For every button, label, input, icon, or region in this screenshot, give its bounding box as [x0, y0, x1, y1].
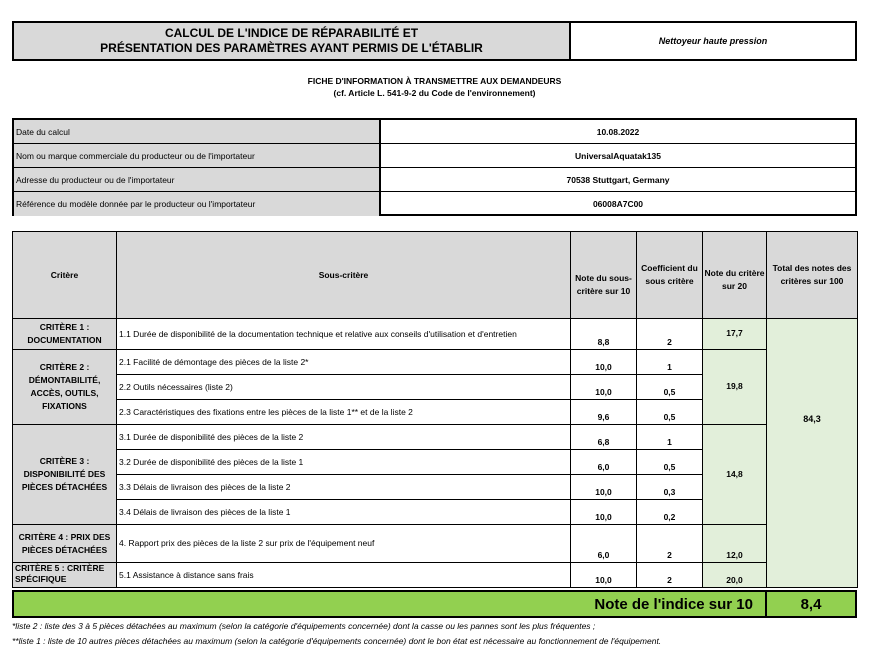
- info-row-reference: [14, 192, 855, 216]
- info-value: 70538 Stuttgart, Germany: [566, 174, 670, 185]
- subcriterion-note: 6,0: [571, 450, 637, 475]
- document-title: [12, 21, 570, 61]
- info-label: Date du calcul: [14, 120, 381, 143]
- subcriterion-coef: 2: [637, 525, 703, 563]
- subcriterion-label: 3.3 Délais de livraison des pièces de la liste 2: [117, 475, 571, 500]
- final-score-bar: [12, 590, 857, 618]
- subcriterion-label: 2.1 Facilité de démontage des pièces de la liste 2*: [117, 350, 571, 375]
- header-criterion: Critère: [13, 232, 117, 319]
- info-value: 10.08.2022: [596, 126, 640, 137]
- subcriterion-label: 3.2 Durée de disponibilité des pièces de la liste 1: [117, 450, 571, 475]
- table-header-row: [13, 232, 858, 319]
- footnote-1: *liste 2 : liste des 3 à 5 pièces détachées au maximum (selon la catégorie d'équipements concernée) dont la casse ou les pannes sont les plus fréquentes ;: [12, 621, 596, 631]
- subcriterion-coef: 1: [637, 425, 703, 450]
- info-value: 06008A7C00: [592, 199, 644, 209]
- criterion-3-name: CRITÈRE 3 : DISPONIBILITÉ DES PIÈCES DÉTACHÉES: [13, 425, 117, 525]
- info-table: [12, 118, 857, 216]
- info-label: Nom ou marque commerciale du producteur ou de l'importateur: [14, 144, 381, 167]
- subtitle: [12, 75, 857, 99]
- total-score: 84,3: [767, 319, 858, 588]
- subcriterion-label: 3.4 Délais de livraison des pièces de la liste 1: [117, 500, 571, 525]
- info-row-brand: [14, 144, 855, 168]
- table-row: [13, 525, 858, 563]
- title-line-1: CALCUL DE L'INDICE DE RÉPARABILITÉ ET: [164, 26, 419, 40]
- criterion-4-score: 12,0: [703, 525, 767, 563]
- subcriterion-label: 2.2 Outils nécessaires (liste 2): [117, 375, 571, 400]
- criterion-4-name: CRITÈRE 4 : PRIX DES PIÈCES DÉTACHÉES: [13, 525, 117, 563]
- subcriterion-note: 10,0: [571, 563, 637, 588]
- subcriterion-label: 1.1 Durée de disponibilité de la documentation technique et relative aux conseils d'utilisation et d'entretien: [117, 319, 571, 350]
- header-subcriterion: Sous-critère: [117, 232, 571, 319]
- subcriterion-coef: 2: [637, 563, 703, 588]
- info-row-date: [14, 120, 855, 144]
- subcriterion-coef: 0,2: [637, 500, 703, 525]
- subcriterion-label: 2.3 Caractéristiques des fixations entre les pièces de la liste 1** et de la liste 2: [117, 400, 571, 425]
- info-label: Adresse du producteur ou de l'importateur: [14, 168, 381, 191]
- final-score-label: Note de l'indice sur 10: [14, 592, 767, 616]
- criterion-2-score: 19,8: [703, 350, 767, 425]
- criterion-3-score: 14,8: [703, 425, 767, 525]
- table-row: [13, 319, 858, 350]
- subcriterion-coef: 0,5: [637, 450, 703, 475]
- footnote-2: **liste 1 : liste de 10 autres pièces détachées au maximum (selon la catégorie d'équipements concernée) dont le bon état est nécessaire au fonctionnement de l'équipement.: [12, 636, 662, 646]
- subcriterion-note: 6,0: [571, 525, 637, 563]
- subcriterion-note: 9,6: [571, 400, 637, 425]
- header-note-criterion: Note du critère sur 20: [703, 232, 767, 319]
- header-coefficient: Coefficient du sous critère: [637, 232, 703, 319]
- info-value: UniversalAquatak135: [575, 150, 661, 161]
- subcriterion-coef: 1: [637, 350, 703, 375]
- criterion-5-score: 20,0: [703, 563, 767, 588]
- subcriterion-coef: 0,3: [637, 475, 703, 500]
- product-type: Nettoyeur haute pression: [570, 21, 857, 61]
- subcriterion-note: 8,8: [571, 319, 637, 350]
- header-total: Total des notes des critères sur 100: [767, 232, 858, 319]
- subtitle-line-2: (cf. Article L. 541-9-2 du Code de l'environnement): [333, 88, 536, 98]
- title-line-2: PRÉSENTATION DES PARAMÈTRES AYANT PERMIS DE L'ÉTABLIR: [100, 41, 483, 55]
- subcriterion-coef: 0,5: [637, 375, 703, 400]
- subcriterion-label: 4. Rapport prix des pièces de la liste 2 sur prix de l'équipement neuf: [117, 525, 571, 563]
- subcriterion-coef: 2: [637, 319, 703, 350]
- table-row: [13, 563, 858, 588]
- criterion-1-score: 17,7: [703, 319, 767, 350]
- subcriterion-coef: 0,5: [637, 400, 703, 425]
- table-row: [13, 425, 858, 450]
- subcriterion-note: 10,0: [571, 375, 637, 400]
- table-row: [13, 350, 858, 375]
- criterion-1-name: CRITÈRE 1 : DOCUMENTATION: [13, 319, 117, 350]
- subcriterion-note: 6,8: [571, 425, 637, 450]
- subcriterion-note: 10,0: [571, 500, 637, 525]
- subcriterion-label: 5.1 Assistance à distance sans frais: [117, 563, 571, 588]
- header-note-sub: Note du sous-critère sur 10: [571, 232, 637, 319]
- subcriterion-label: 3.1 Durée de disponibilité des pièces de la liste 2: [117, 425, 571, 450]
- subcriterion-note: 10,0: [571, 475, 637, 500]
- subtitle-line-1: FICHE D'INFORMATION À TRANSMETTRE AUX DEMANDEURS: [307, 76, 562, 86]
- subcriterion-note: 10,0: [571, 350, 637, 375]
- criteria-table: [12, 231, 858, 588]
- info-row-address: [14, 168, 855, 192]
- criterion-2-name: CRITÈRE 2 : DÉMONTABILITÉ, ACCÈS, OUTILS, FIXATIONS: [13, 350, 117, 425]
- final-score-value: 8,4: [767, 592, 855, 616]
- info-label: Référence du modèle donnée par le producteur ou l'importateur: [14, 192, 381, 216]
- criterion-5-name: CRITÈRE 5 : CRITÈRE SPÉCIFIQUE: [13, 563, 117, 588]
